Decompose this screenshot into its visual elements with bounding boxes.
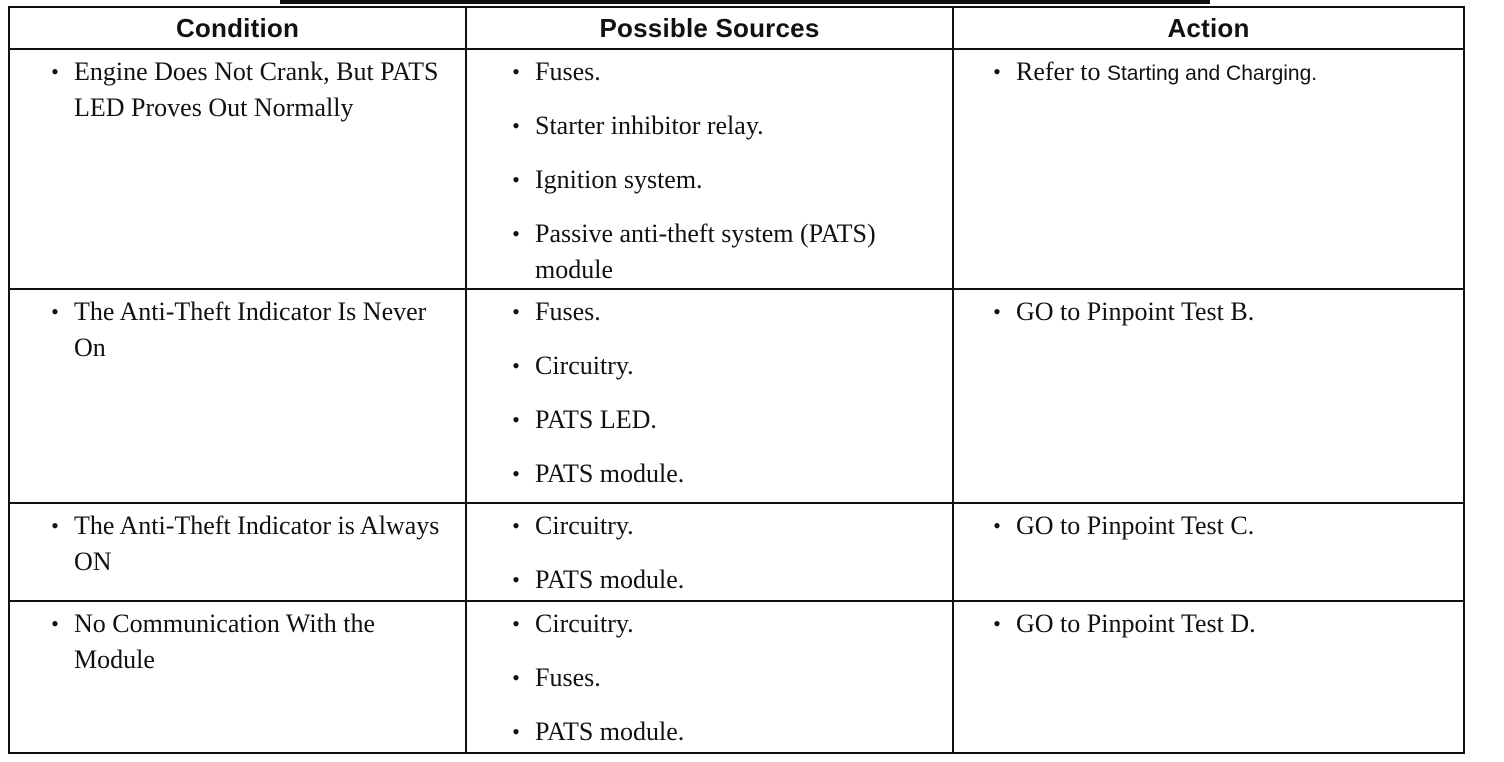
action-text: Refer to [1016, 57, 1107, 86]
source-item: • Starter inhibitor relay. [497, 108, 942, 144]
diagnostic-table [8, 6, 1465, 754]
condition-cell [9, 49, 466, 289]
condition-text: • Engine Does Not Crank, But PATS LED Proves Out Normally [36, 54, 455, 126]
sources-cell [466, 49, 953, 289]
source-item: • Circuitry. [497, 508, 942, 544]
top-rule [280, 0, 1210, 4]
header-condition: Condition [9, 7, 466, 49]
header-action: Action [953, 7, 1464, 49]
action-cell [953, 503, 1464, 601]
action-cell [953, 49, 1464, 289]
source-item: • Ignition system. [497, 162, 942, 198]
source-item: • PATS module. [497, 456, 942, 492]
source-item: • PATS module. [497, 714, 942, 750]
condition-text: • The Anti-Theft Indicator is Always ON [36, 508, 455, 580]
source-item: • Fuses. [497, 54, 942, 90]
sources-cell [466, 601, 953, 753]
table-row [9, 289, 1464, 503]
action-item [978, 54, 1453, 92]
header-row [9, 7, 1464, 49]
action-text: • GO to Pinpoint Test C. [978, 508, 1453, 544]
condition-cell [9, 289, 466, 503]
header-possible-sources: Possible Sources [466, 7, 953, 49]
action-text: • GO to Pinpoint Test D. [978, 606, 1453, 642]
condition-text: • No Communication With the Module [36, 606, 455, 678]
source-item: • PATS LED. [497, 402, 942, 438]
condition-cell [9, 503, 466, 601]
source-item: • Circuitry. [497, 606, 942, 642]
table-row [9, 601, 1464, 753]
table-row [9, 49, 1464, 289]
source-item: • Circuitry. [497, 348, 942, 384]
condition-cell [9, 601, 466, 753]
condition-text: • The Anti-Theft Indicator Is Never On [36, 294, 455, 366]
source-item: • PATS module. [497, 562, 942, 598]
source-item: • Fuses. [497, 294, 942, 330]
action-text: • GO to Pinpoint Test B. [978, 294, 1453, 330]
sources-cell [466, 503, 953, 601]
action-cell [953, 601, 1464, 753]
source-item: • Fuses. [497, 660, 942, 696]
starting-and-charging-reference[interactable]: Starting and Charging. [1106, 62, 1318, 85]
action-cell [953, 289, 1464, 503]
sources-cell [466, 289, 953, 503]
table-row [9, 503, 1464, 601]
source-item: • Passive anti-theft system (PATS) module [497, 216, 942, 288]
